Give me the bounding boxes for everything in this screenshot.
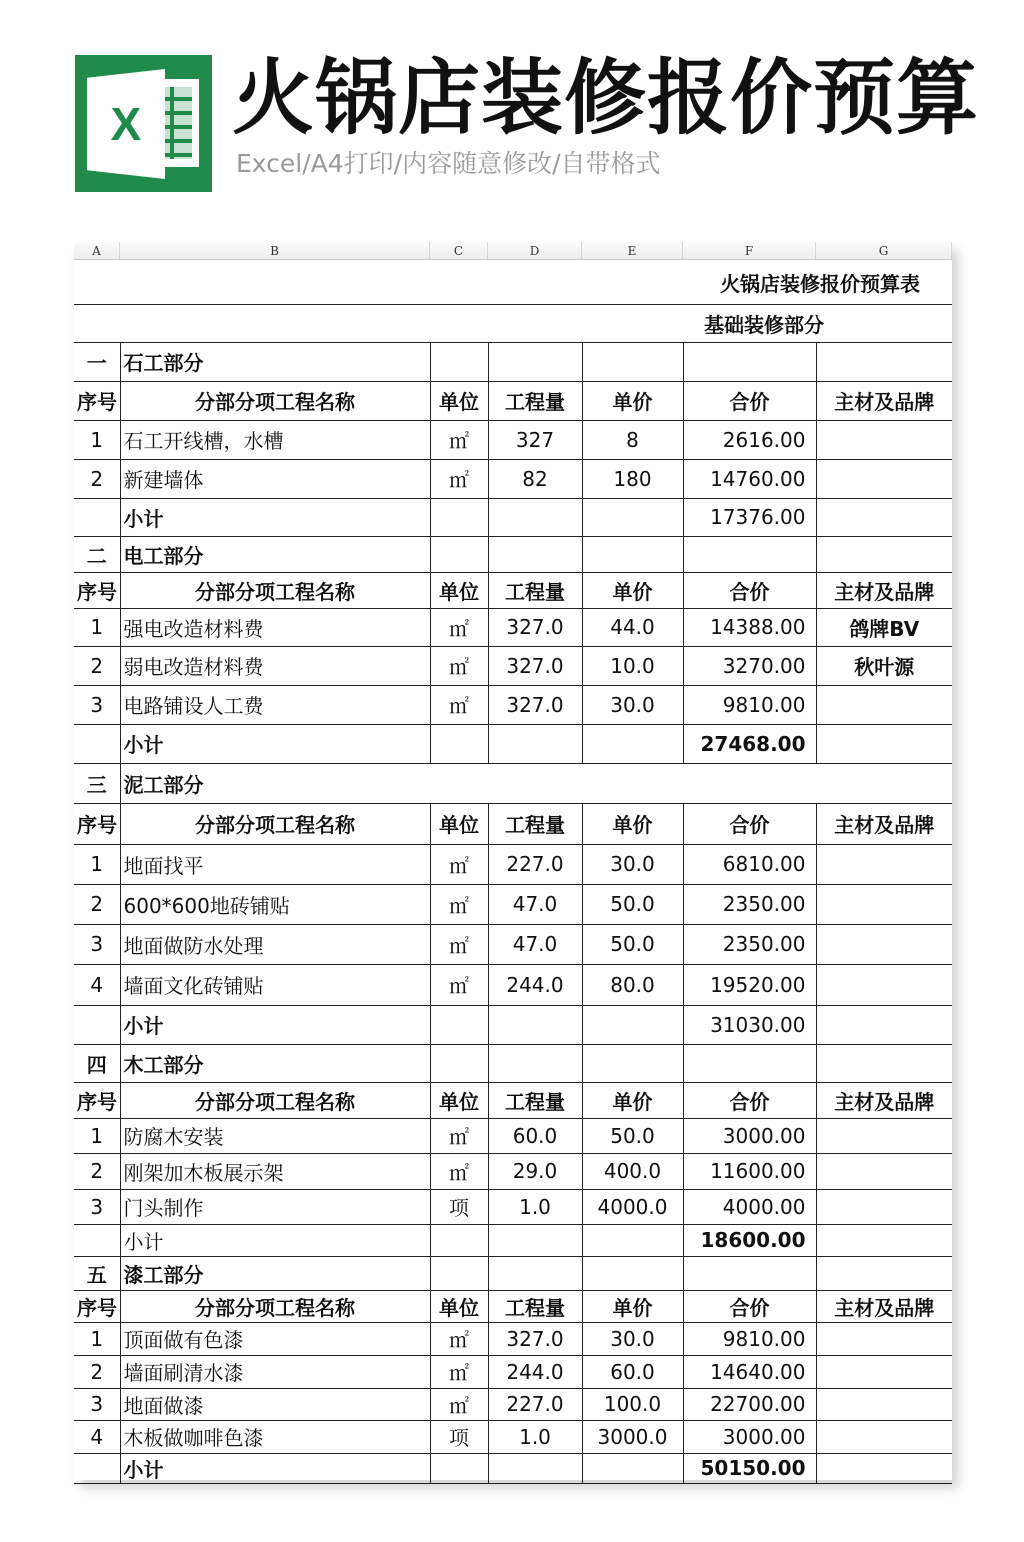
item-total[interactable]: 3000.00: [683, 1118, 816, 1153]
item-quantity[interactable]: 244.0: [488, 964, 582, 1005]
sheet-title[interactable]: 火锅店装修报价预算表: [74, 262, 952, 304]
empty-cell[interactable]: [816, 724, 952, 763]
column-header-e[interactable]: E: [582, 242, 683, 259]
subtotal-row: [74, 1224, 952, 1256]
empty-cell[interactable]: [74, 498, 120, 536]
item-name[interactable]: 刚架加木板展示架: [120, 1153, 430, 1189]
item-unit[interactable]: 项: [430, 1420, 488, 1453]
empty-cell[interactable]: [74, 724, 120, 763]
item-number[interactable]: 3: [74, 1388, 120, 1420]
item-total[interactable]: 14640.00: [683, 1355, 816, 1388]
name-header[interactable]: 分部分项工程名称: [120, 572, 430, 608]
item-number[interactable]: 1: [74, 1118, 120, 1153]
empty-cell[interactable]: [816, 1256, 952, 1290]
table-row: [74, 844, 952, 884]
item-name[interactable]: 防腐木安装: [120, 1118, 430, 1153]
item-quantity[interactable]: 29.0: [488, 1153, 582, 1189]
item-number[interactable]: 3: [74, 1189, 120, 1224]
empty-cell[interactable]: [430, 1044, 488, 1082]
price-header[interactable]: 单价: [582, 381, 683, 420]
total-header[interactable]: 合价: [683, 803, 816, 844]
item-unit-price[interactable]: 30.0: [582, 1322, 683, 1355]
item-name[interactable]: 门头制作: [120, 1189, 430, 1224]
no-header[interactable]: 序号: [74, 803, 120, 844]
item-quantity[interactable]: 327.0: [488, 1322, 582, 1355]
subtotal-value[interactable]: 31030.00: [683, 1005, 816, 1044]
item-number[interactable]: 1: [74, 420, 120, 459]
subtotal-row: [74, 1453, 952, 1483]
item-total[interactable]: 3000.00: [683, 1420, 816, 1453]
column-header-d[interactable]: D: [488, 242, 582, 259]
item-total[interactable]: 3270.00: [683, 646, 816, 685]
budget-table: [74, 262, 952, 1484]
empty-cell[interactable]: [430, 1224, 488, 1256]
item-name[interactable]: 地面做漆: [120, 1388, 430, 1420]
title-row: [74, 262, 952, 304]
empty-cell[interactable]: [582, 498, 683, 536]
total-header[interactable]: 合价: [683, 1290, 816, 1322]
no-header[interactable]: 序号: [74, 381, 120, 420]
item-number[interactable]: 2: [74, 1153, 120, 1189]
section-name[interactable]: 泥工部分: [120, 763, 952, 803]
section-number[interactable]: 五: [74, 1256, 120, 1290]
no-header[interactable]: 序号: [74, 572, 120, 608]
subtotal-label[interactable]: 小计: [120, 1005, 430, 1044]
unit-header[interactable]: 单位: [430, 572, 488, 608]
price-header[interactable]: 单价: [582, 572, 683, 608]
item-brand[interactable]: 秋叶源: [816, 646, 952, 685]
item-total[interactable]: 6810.00: [683, 844, 816, 884]
item-name[interactable]: 电路铺设人工费: [120, 685, 430, 724]
name-header[interactable]: 分部分项工程名称: [120, 381, 430, 420]
item-brand[interactable]: [816, 844, 952, 884]
table-row: [74, 1189, 952, 1224]
table-row: [74, 1420, 952, 1453]
brand-header[interactable]: 主材及品牌: [816, 381, 952, 420]
section-number[interactable]: 二: [74, 536, 120, 572]
subtotal-value[interactable]: 18600.00: [683, 1224, 816, 1256]
unit-header[interactable]: 单位: [430, 1290, 488, 1322]
subtotal-row: [74, 498, 952, 536]
table-row: [74, 420, 952, 459]
column-header-bar: [74, 242, 952, 260]
empty-cell[interactable]: [430, 1453, 488, 1483]
item-name[interactable]: 墙面文化砖铺贴: [120, 964, 430, 1005]
item-name[interactable]: 新建墙体: [120, 459, 430, 498]
item-number[interactable]: 4: [74, 1420, 120, 1453]
item-unit[interactable]: ㎡: [430, 924, 488, 964]
no-header[interactable]: 序号: [74, 1290, 120, 1322]
section-row: [74, 342, 952, 381]
item-total[interactable]: 22700.00: [683, 1388, 816, 1420]
name-header[interactable]: 分部分项工程名称: [120, 1082, 430, 1118]
item-brand[interactable]: [816, 685, 952, 724]
item-quantity[interactable]: 47.0: [488, 924, 582, 964]
item-unit-price[interactable]: 8: [582, 420, 683, 459]
subtotal-label[interactable]: 小计: [120, 498, 430, 536]
item-total[interactable]: 2350.00: [683, 884, 816, 924]
item-unit-price[interactable]: 50.0: [582, 924, 683, 964]
subtitle-row: [74, 304, 952, 342]
item-unit[interactable]: ㎡: [430, 844, 488, 884]
total-header[interactable]: 合价: [683, 381, 816, 420]
empty-cell[interactable]: [430, 536, 488, 572]
item-unit-price[interactable]: 30.0: [582, 844, 683, 884]
item-unit[interactable]: ㎡: [430, 420, 488, 459]
item-number[interactable]: 2: [74, 1355, 120, 1388]
item-quantity[interactable]: 327.0: [488, 608, 582, 646]
table-row: [74, 608, 952, 646]
empty-cell[interactable]: [582, 1256, 683, 1290]
name-header[interactable]: 分部分项工程名称: [120, 1290, 430, 1322]
item-unit-price[interactable]: 50.0: [582, 1118, 683, 1153]
item-unit[interactable]: ㎡: [430, 1118, 488, 1153]
banner-title: 火锅店装修报价预算: [232, 51, 980, 146]
table-row: [74, 646, 952, 685]
no-header[interactable]: 序号: [74, 1082, 120, 1118]
empty-cell[interactable]: [488, 724, 582, 763]
subtotal-value[interactable]: 27468.00: [683, 724, 816, 763]
table-row: [74, 1388, 952, 1420]
section-row: [74, 1044, 952, 1082]
item-quantity[interactable]: 60.0: [488, 1118, 582, 1153]
item-total[interactable]: 9810.00: [683, 1322, 816, 1355]
empty-cell[interactable]: [816, 342, 952, 381]
empty-cell[interactable]: [582, 1005, 683, 1044]
item-brand[interactable]: [816, 1153, 952, 1189]
unit-header[interactable]: 单位: [430, 381, 488, 420]
empty-cell[interactable]: [488, 342, 582, 381]
brand-header[interactable]: 主材及品牌: [816, 803, 952, 844]
subtotal-label[interactable]: 小计: [120, 724, 430, 763]
table-row: [74, 1153, 952, 1189]
empty-cell[interactable]: [683, 1044, 816, 1082]
item-unit-price[interactable]: 60.0: [582, 1355, 683, 1388]
item-number[interactable]: 3: [74, 685, 120, 724]
table-row: [74, 1322, 952, 1355]
section-number[interactable]: 三: [74, 763, 120, 803]
item-unit-price[interactable]: 44.0: [582, 608, 683, 646]
subtotal-label[interactable]: 小计: [120, 1453, 430, 1483]
empty-cell[interactable]: [488, 1005, 582, 1044]
qty-header[interactable]: 工程量: [488, 572, 582, 608]
item-total[interactable]: 2616.00: [683, 420, 816, 459]
empty-cell[interactable]: [683, 536, 816, 572]
item-number[interactable]: 3: [74, 924, 120, 964]
empty-cell[interactable]: [683, 342, 816, 381]
item-number[interactable]: 1: [74, 608, 120, 646]
item-unit-price[interactable]: 180: [582, 459, 683, 498]
qty-header[interactable]: 工程量: [488, 381, 582, 420]
table-row: [74, 924, 952, 964]
table-row: [74, 1118, 952, 1153]
subtotal-value[interactable]: 17376.00: [683, 498, 816, 536]
item-brand[interactable]: [816, 1388, 952, 1420]
item-number[interactable]: 2: [74, 646, 120, 685]
item-number[interactable]: 1: [74, 844, 120, 884]
empty-cell[interactable]: [488, 1044, 582, 1082]
price-header[interactable]: 单价: [582, 803, 683, 844]
item-brand[interactable]: [816, 1189, 952, 1224]
item-quantity[interactable]: 244.0: [488, 1355, 582, 1388]
item-total[interactable]: 2350.00: [683, 924, 816, 964]
empty-cell[interactable]: [74, 1005, 120, 1044]
empty-cell[interactable]: [488, 498, 582, 536]
item-total[interactable]: 14388.00: [683, 608, 816, 646]
empty-cell[interactable]: [683, 1256, 816, 1290]
item-unit-price[interactable]: 50.0: [582, 884, 683, 924]
table-row: [74, 884, 952, 924]
header-row: [74, 381, 952, 420]
item-name[interactable]: 地面找平: [120, 844, 430, 884]
subtotal-label[interactable]: 小计: [120, 1224, 430, 1256]
empty-cell[interactable]: [582, 536, 683, 572]
price-header[interactable]: 单价: [582, 1290, 683, 1322]
empty-cell[interactable]: [582, 342, 683, 381]
item-unit-price[interactable]: 10.0: [582, 646, 683, 685]
item-name[interactable]: 强电改造材料费: [120, 608, 430, 646]
item-quantity[interactable]: 47.0: [488, 884, 582, 924]
column-header-b[interactable]: B: [120, 242, 430, 259]
empty-cell[interactable]: [488, 1224, 582, 1256]
item-name[interactable]: 600*600地砖铺贴: [120, 884, 430, 924]
unit-header[interactable]: 单位: [430, 1082, 488, 1118]
item-quantity[interactable]: 327.0: [488, 646, 582, 685]
column-header-g[interactable]: G: [816, 242, 952, 259]
empty-cell[interactable]: [582, 1224, 683, 1256]
item-unit[interactable]: ㎡: [430, 1388, 488, 1420]
item-brand[interactable]: [816, 964, 952, 1005]
spreadsheet: [74, 242, 952, 1480]
column-header-a[interactable]: A: [74, 242, 120, 259]
item-unit-price[interactable]: 400.0: [582, 1153, 683, 1189]
item-unit[interactable]: ㎡: [430, 1322, 488, 1355]
item-total[interactable]: 11600.00: [683, 1153, 816, 1189]
name-header[interactable]: 分部分项工程名称: [120, 803, 430, 844]
item-brand[interactable]: [816, 1355, 952, 1388]
logo-letter: X: [110, 98, 142, 150]
item-unit[interactable]: ㎡: [430, 646, 488, 685]
header-row: [74, 803, 952, 844]
item-name[interactable]: 地面做防水处理: [120, 924, 430, 964]
column-header-c[interactable]: C: [430, 242, 488, 259]
item-unit[interactable]: ㎡: [430, 964, 488, 1005]
section-name[interactable]: 木工部分: [120, 1044, 430, 1082]
section-row: [74, 536, 952, 572]
section-name[interactable]: 石工部分: [120, 342, 430, 381]
item-brand[interactable]: [816, 1420, 952, 1453]
qty-header[interactable]: 工程量: [488, 1082, 582, 1118]
empty-cell[interactable]: [816, 498, 952, 536]
section-name[interactable]: 漆工部分: [120, 1256, 430, 1290]
item-number[interactable]: 1: [74, 1322, 120, 1355]
item-unit[interactable]: ㎡: [430, 884, 488, 924]
excel-logo-icon: [75, 55, 212, 192]
item-quantity[interactable]: 1.0: [488, 1420, 582, 1453]
subtotal-value[interactable]: 50150.00: [683, 1453, 816, 1483]
item-name[interactable]: 顶面做有色漆: [120, 1322, 430, 1355]
banner-subtitle: Excel/A4打印/内容随意修改/自带格式: [236, 149, 661, 178]
empty-cell[interactable]: [430, 724, 488, 763]
item-unit[interactable]: 项: [430, 1189, 488, 1224]
section-number[interactable]: 一: [74, 342, 120, 381]
item-total[interactable]: 4000.00: [683, 1189, 816, 1224]
empty-cell[interactable]: [816, 536, 952, 572]
item-unit-price[interactable]: 30.0: [582, 685, 683, 724]
item-quantity[interactable]: 1.0: [488, 1189, 582, 1224]
empty-cell[interactable]: [430, 1005, 488, 1044]
item-name[interactable]: 木板做咖啡色漆: [120, 1420, 430, 1453]
item-unit[interactable]: ㎡: [430, 685, 488, 724]
header-row: [74, 1082, 952, 1118]
empty-cell[interactable]: [816, 1453, 952, 1483]
item-unit[interactable]: ㎡: [430, 1153, 488, 1189]
empty-cell[interactable]: [74, 1224, 120, 1256]
subtotal-row: [74, 1005, 952, 1044]
section-name[interactable]: 电工部分: [120, 536, 430, 572]
total-header[interactable]: 合价: [683, 572, 816, 608]
item-quantity[interactable]: 327: [488, 420, 582, 459]
item-total[interactable]: 14760.00: [683, 459, 816, 498]
empty-cell[interactable]: [430, 1256, 488, 1290]
qty-header[interactable]: 工程量: [488, 1290, 582, 1322]
sheet-subtitle[interactable]: 基础装修部分: [74, 304, 952, 342]
unit-header[interactable]: 单位: [430, 803, 488, 844]
item-name[interactable]: 弱电改造材料费: [120, 646, 430, 685]
section-number[interactable]: 四: [74, 1044, 120, 1082]
brand-header[interactable]: 主材及品牌: [816, 1082, 952, 1118]
empty-cell[interactable]: [816, 1005, 952, 1044]
empty-cell[interactable]: [816, 1044, 952, 1082]
empty-cell[interactable]: [582, 724, 683, 763]
total-header[interactable]: 合价: [683, 1082, 816, 1118]
empty-cell[interactable]: [430, 342, 488, 381]
item-quantity[interactable]: 82: [488, 459, 582, 498]
item-brand[interactable]: [816, 1118, 952, 1153]
section-row: [74, 1256, 952, 1290]
item-unit[interactable]: ㎡: [430, 1355, 488, 1388]
item-number[interactable]: 2: [74, 459, 120, 498]
item-unit-price[interactable]: 3000.0: [582, 1420, 683, 1453]
table-row: [74, 459, 952, 498]
item-brand[interactable]: [816, 459, 952, 498]
item-unit-price[interactable]: 100.0: [582, 1388, 683, 1420]
empty-cell[interactable]: [74, 1453, 120, 1483]
table-row: [74, 1355, 952, 1388]
table-row: [74, 964, 952, 1005]
item-quantity[interactable]: 227.0: [488, 1388, 582, 1420]
item-brand[interactable]: [816, 884, 952, 924]
brand-header[interactable]: 主材及品牌: [816, 572, 952, 608]
item-unit[interactable]: ㎡: [430, 608, 488, 646]
item-number[interactable]: 4: [74, 964, 120, 1005]
item-unit-price[interactable]: 4000.0: [582, 1189, 683, 1224]
item-number[interactable]: 2: [74, 884, 120, 924]
item-quantity[interactable]: 327.0: [488, 685, 582, 724]
section-row: [74, 763, 952, 803]
empty-cell[interactable]: [582, 1453, 683, 1483]
item-unit[interactable]: ㎡: [430, 459, 488, 498]
empty-cell[interactable]: [430, 498, 488, 536]
item-name[interactable]: 石工开线槽，水槽: [120, 420, 430, 459]
item-quantity[interactable]: 227.0: [488, 844, 582, 884]
item-unit-price[interactable]: 80.0: [582, 964, 683, 1005]
item-brand[interactable]: 鸽牌BV: [816, 608, 952, 646]
item-brand[interactable]: [816, 420, 952, 459]
brand-header[interactable]: 主材及品牌: [816, 1290, 952, 1322]
empty-cell[interactable]: [816, 1224, 952, 1256]
subtotal-row: [74, 724, 952, 763]
item-name[interactable]: 墙面刷清水漆: [120, 1355, 430, 1388]
empty-cell[interactable]: [582, 1044, 683, 1082]
item-total[interactable]: 19520.00: [683, 964, 816, 1005]
qty-header[interactable]: 工程量: [488, 803, 582, 844]
empty-cell[interactable]: [488, 536, 582, 572]
table-row: [74, 685, 952, 724]
header-row: [74, 1290, 952, 1322]
price-header[interactable]: 单价: [582, 1082, 683, 1118]
item-brand[interactable]: [816, 1322, 952, 1355]
header-row: [74, 572, 952, 608]
item-total[interactable]: 9810.00: [683, 685, 816, 724]
empty-cell[interactable]: [488, 1453, 582, 1483]
empty-cell[interactable]: [488, 1256, 582, 1290]
column-header-f[interactable]: F: [683, 242, 816, 259]
item-brand[interactable]: [816, 924, 952, 964]
